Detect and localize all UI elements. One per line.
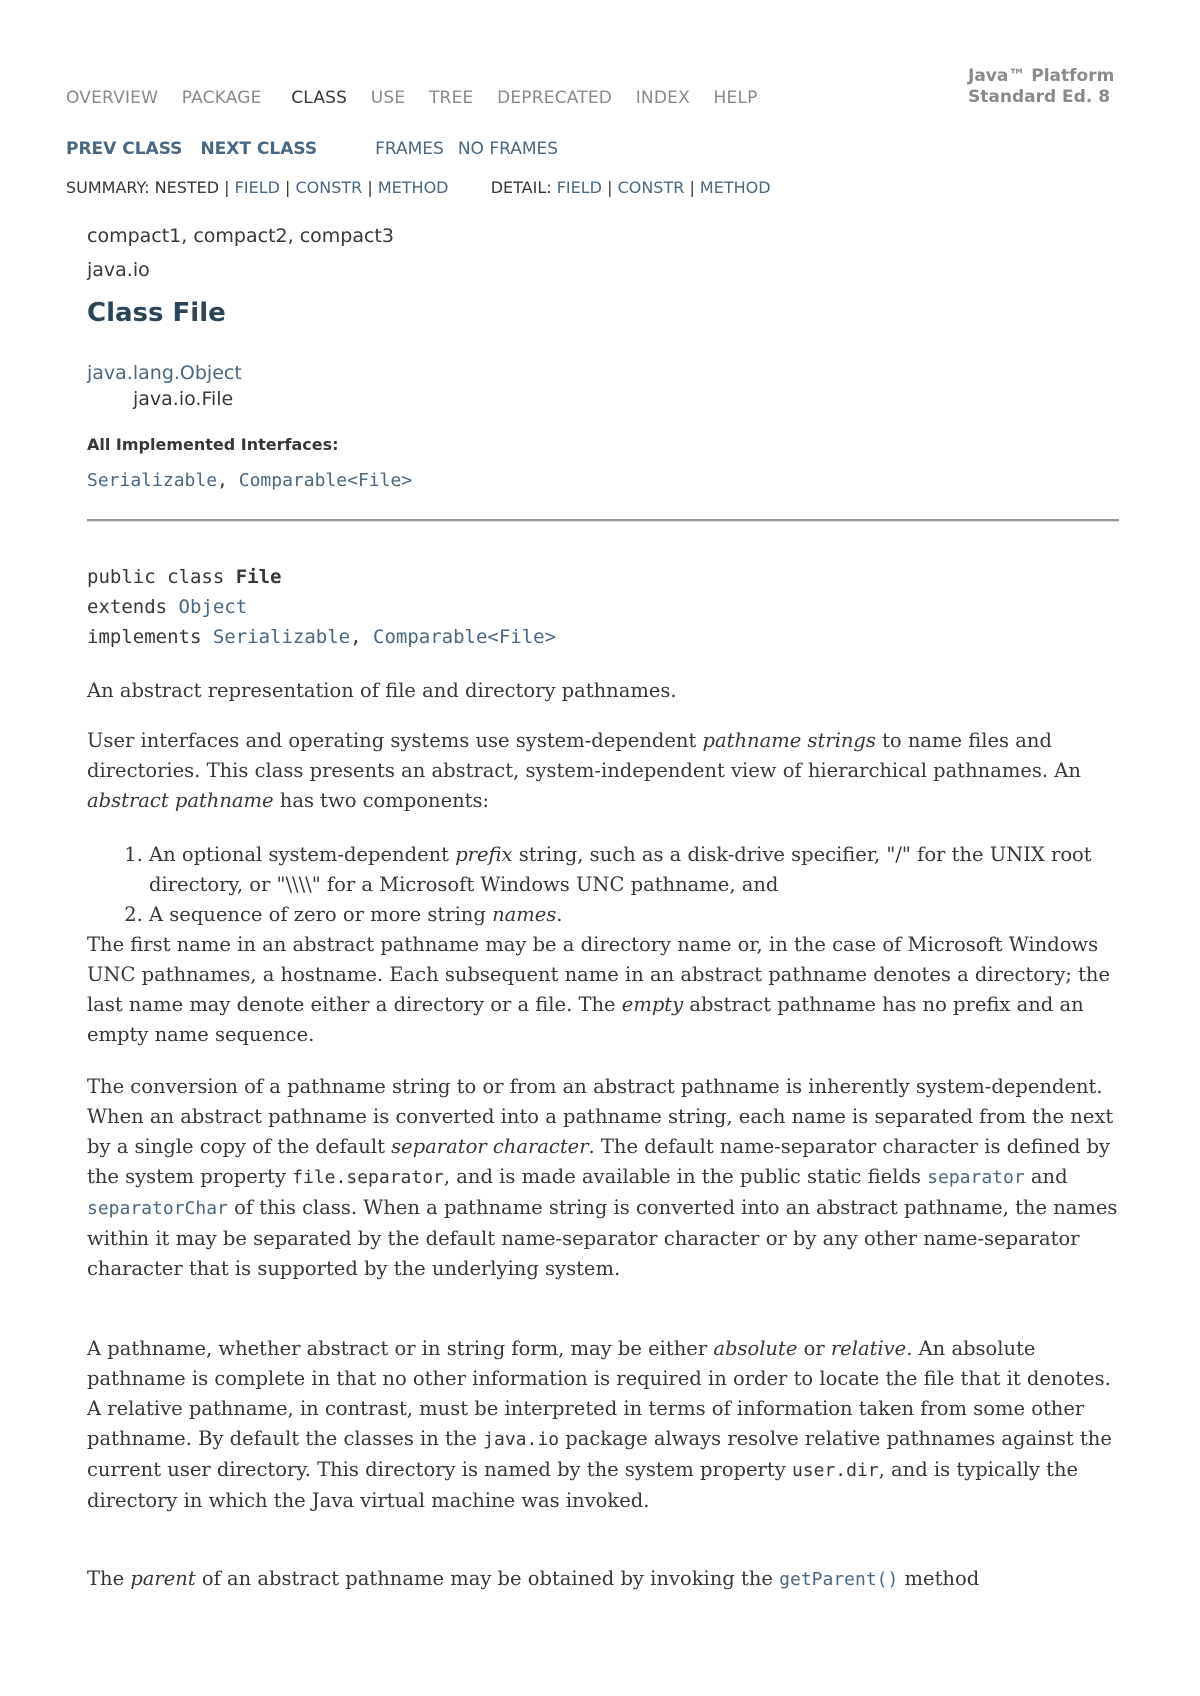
description-p5: [87, 1334, 1127, 1516]
nav-index[interactable]: INDEX: [635, 88, 690, 108]
comparable-link[interactable]: Comparable: [238, 470, 348, 491]
nav-tree[interactable]: TREE: [428, 88, 474, 108]
decl-modifiers: public class: [87, 566, 236, 588]
summary-detail-nav: [66, 178, 771, 197]
file-link[interactable]: File: [498, 626, 545, 648]
platform-line2: Standard Ed. 8: [968, 87, 1111, 107]
components-list: [87, 840, 1127, 930]
summary-field-link[interactable]: FIELD: [234, 178, 280, 197]
sub-nav: [66, 139, 572, 159]
profiles: compact1, compact2, compact3: [87, 225, 394, 247]
prev-class-link[interactable]: PREV CLASS: [66, 139, 183, 159]
emphasis: names: [492, 903, 557, 926]
emphasis: separator character: [391, 1135, 589, 1158]
text: of an abstract pathname may be obtained by invoking the: [195, 1567, 780, 1590]
detail-constr-link[interactable]: CONSTR: [617, 178, 685, 197]
parent-class-link[interactable]: java.lang.Object: [87, 362, 242, 384]
emphasis: relative: [830, 1337, 907, 1360]
getparent-link[interactable]: getParent(): [779, 1569, 899, 1590]
description-p6: [87, 1564, 1127, 1595]
next-class-link[interactable]: NEXT CLASS: [200, 139, 318, 159]
text: package always resolve relative pathnames against the current user directory. This directory is named by the system property: [87, 1427, 1112, 1481]
emphasis: pathname strings: [702, 729, 876, 752]
inheritance-tree: [87, 360, 242, 412]
serializable-link[interactable]: Serializable: [87, 470, 218, 491]
text: . The default name-separator character is defined by the system property: [87, 1135, 1111, 1188]
detail-method-link[interactable]: METHOD: [699, 178, 771, 197]
comma: ,: [350, 626, 374, 648]
emphasis: abstract pathname: [87, 789, 274, 812]
description-p2: [87, 726, 1127, 816]
nav-package[interactable]: PACKAGE: [181, 88, 262, 108]
detail-field-link[interactable]: FIELD: [556, 178, 602, 197]
components-list-block: [87, 840, 1127, 1050]
interfaces-list: [87, 470, 412, 491]
code: java.io: [483, 1429, 560, 1450]
object-link[interactable]: Object: [178, 596, 248, 618]
interfaces-label: All Implemented Interfaces:: [87, 435, 339, 454]
serializable-link[interactable]: Serializable: [212, 626, 351, 648]
package-name: java.io: [87, 259, 150, 281]
text: or: [797, 1337, 831, 1360]
code: file.separator: [292, 1167, 444, 1188]
emphasis: prefix: [455, 843, 513, 866]
summary-label: SUMMARY: NESTED |: [66, 178, 230, 197]
child-class: java.io.File: [133, 388, 234, 410]
no-frames-link[interactable]: NO FRAMES: [457, 139, 559, 159]
description-p3: [87, 930, 1127, 1050]
emphasis: parent: [130, 1567, 196, 1590]
class-header: [87, 222, 394, 328]
gt: >: [544, 626, 557, 648]
text: An optional system-dependent: [149, 843, 456, 866]
text: , and is typically the directory in which the Java virtual machine was invoked.: [87, 1458, 1079, 1512]
decl-implements: implements: [87, 626, 213, 648]
text: abstract pathname has no prefix and an empty name sequence.: [87, 993, 1084, 1046]
gt: >: [401, 470, 413, 491]
nav-help[interactable]: HELP: [713, 88, 758, 108]
separator-link[interactable]: separator: [927, 1167, 1025, 1188]
file-link[interactable]: File: [357, 470, 402, 491]
text: User interfaces and operating systems use system-dependent: [87, 729, 703, 752]
decl-extends: extends: [87, 596, 179, 618]
description-p1: [87, 676, 1127, 706]
code: user.dir: [791, 1460, 879, 1481]
separator: |: [689, 178, 695, 197]
lt: <: [347, 470, 358, 491]
text: string, such as a disk-drive specifier, "/" for the UNIX root directory, or "\\\\" for a Microsoft Windows UNC pathname, and: [149, 843, 1092, 896]
list-item: [149, 900, 1127, 930]
separatorchar-link[interactable]: separatorChar: [87, 1198, 228, 1219]
text: method: [898, 1567, 980, 1590]
text: The conversion of a pathname string to or from an abstract pathname is inherently system-dependent. When an abstract pathname is converted into a pathname string, each name is separated from the next by a single copy of the default: [87, 1075, 1114, 1158]
nav-overview[interactable]: OVERVIEW: [66, 88, 159, 108]
separator: |: [285, 178, 291, 197]
text: A sequence of zero or more string: [149, 903, 493, 926]
platform-label: [968, 66, 1114, 108]
top-nav: [66, 88, 776, 108]
frames-link[interactable]: FRAMES: [375, 139, 444, 159]
separator: |: [367, 178, 373, 197]
text: to name files and directories. This class presents an abstract, system-independent view of hierarchical pathnames. An: [87, 729, 1081, 782]
text: . An absolute pathname is complete in that no other information is required in order to locate the file that it denotes. A relative pathname, in contrast, must be interpreted in terms of information taken from some other pathname. By default the classes in the: [87, 1337, 1111, 1450]
nav-use[interactable]: USE: [370, 88, 406, 108]
comparable-link[interactable]: Comparable: [373, 626, 488, 648]
nav-deprecated[interactable]: DEPRECATED: [497, 88, 613, 108]
list-item: [149, 840, 1127, 900]
text: has two components:: [273, 789, 490, 812]
comma: ,: [217, 470, 239, 491]
text: of this class. When a pathname string is converted into an abstract pathname, the names within it may be separated by the default name-separator character or by any other name-separator character that is supported by the underlying system.: [87, 1196, 1118, 1280]
summary-method-link[interactable]: METHOD: [377, 178, 449, 197]
decl-class-name: File: [235, 566, 282, 588]
text: .: [556, 903, 563, 926]
paragraph: An abstract representation of file and directory pathnames.: [87, 679, 677, 702]
lt: <: [487, 626, 499, 648]
separator: |: [607, 178, 613, 197]
class-declaration: [87, 562, 556, 652]
text: The first name in an abstract pathname may be a directory name or, in the case of Microsoft Windows UNC pathnames, a hostname. Each subsequent name in an abstract pathname denotes a directory; the last name may denote either a directory or a file. The: [87, 933, 1111, 1016]
text: The: [87, 1567, 131, 1590]
emphasis: absolute: [713, 1337, 798, 1360]
text: , and is made available in the public static fields: [443, 1165, 928, 1188]
divider: [87, 519, 1119, 522]
emphasis: empty: [621, 993, 684, 1016]
text: A pathname, whether abstract or in string form, may be either: [87, 1337, 714, 1360]
detail-label: DETAIL:: [490, 178, 552, 197]
nav-class: CLASS: [291, 88, 348, 108]
text: and: [1024, 1165, 1068, 1188]
platform-line1: Java™ Platform: [968, 66, 1115, 86]
description-p4: [87, 1072, 1127, 1284]
summary-constr-link[interactable]: CONSTR: [295, 178, 363, 197]
page-title: Class File: [87, 298, 226, 328]
